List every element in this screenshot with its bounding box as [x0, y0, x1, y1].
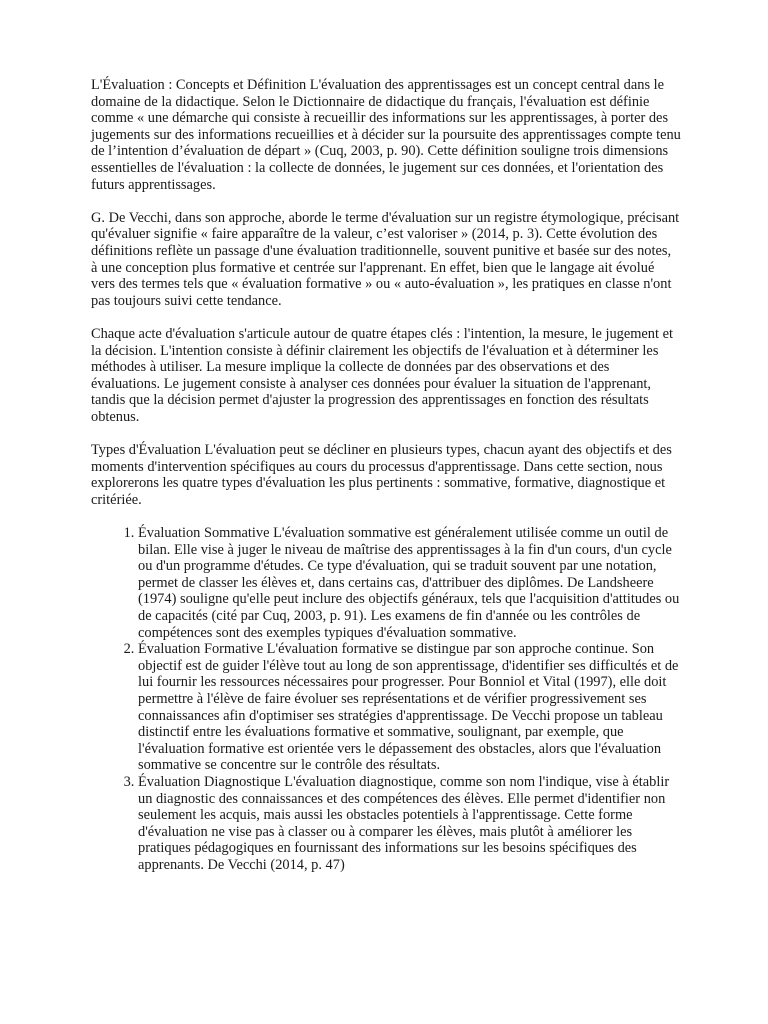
paragraph-four-steps: Chaque acte d'évaluation s'articule autour de quatre étapes clés : l'intention, la mesure, le jugement et la décision. L'intention consiste à définir clairement les objectifs de l'évaluation et à déterminer les méthodes à utiliser. La mesure implique la collecte de données par des observations et des évaluations. Le jugement consiste à analyser ces données pour évaluer la situation de l'apprenant, tandis que la décision permet d'ajuster la progression des apprentissages en fonction des résultats obtenus. [91, 325, 673, 425]
evaluation-types-list [91, 525, 681, 873]
list-item-formative: 2. Évaluation Formative L'évaluation formative se distingue par son approche continue. Son objectif est de guider l'élève tout au long de son apprentissage, d'identifier ses difficultés et de lui fournir les ressources nécessaires pour progresser. Pour Bonniol et Vital (1997), elle doit permettre à l'élève de faire évoluer ses représentations et de vérifier progressivement ses connaissances afin d'optimiser ses stratégies d'apprentissage. De Vecchi propose un tableau distinctif entre les évaluations formative et sommative, soulignant, par exemple, que l'évaluation formative est orientée vers le dépassement des obstacles, alors que l'évaluation sommative se concentre sur le contrôle des résultats. [138, 641, 681, 774]
paragraph-types-intro: Types d'Évaluation L'évaluation peut se décliner en plusieurs types, chacun ayant des objectifs et des moments d'intervention spécifiques au cours du processus d'apprentissage. Dans cette section, nous explorerons les quatre types d'évaluation les plus pertinents : sommative, formative, diagnostique et critériée. [91, 442, 672, 508]
document-page [91, 77, 681, 874]
paragraph-definition: L'Évaluation : Concepts et Définition L'évaluation des apprentissages est un concept central dans le domaine de la didactique. Selon le Dictionnaire de didactique du français, l'évaluation est définie comme « une démarche qui consiste à recueillir des informations sur les apprentissages, à porter des jugements sur des informations recueillies et à décider sur la poursuite des apprentissages compte tenu de l’intention d’évaluation de départ » (Cuq, 2003, p. 90). Cette définition souligne trois dimensions essentielles de l'évaluation : la collecte de données, le jugement sur ces données, et l'orientation des futurs apprentissages. [91, 77, 681, 193]
list-item-sommative: 1. Évaluation Sommative L'évaluation sommative est généralement utilisée comme un outil de bilan. Elle vise à juger le niveau de maîtrise des apprentissages à la fin d'un cours, d'un cycle ou d'un programme d'études. Ce type d'évaluation, qui se traduit souvent par une notation, permet de classer les élèves et, dans certains cas, d'attribuer des diplômes. De Landsheere (1974) souligne qu'elle peut inclure des objectifs généraux, tels que l'acquisition d'attitudes ou de capacités (cité par Cuq, 2003, p. 91). Les examens de fin d'année ou les contrôles de compétences sont des exemples typiques d'évaluation sommative. [138, 525, 681, 641]
paragraph-de-vecchi: G. De Vecchi, dans son approche, aborde le terme d'évaluation sur un registre étymologique, précisant qu'évaluer signifie « faire apparaître de la valeur, c’est valoriser » (2014, p. 3). Cette évolution des définitions reflète un passage d'une évaluation traditionnelle, souvent punitive et basée sur des notes, à une conception plus formative et centrée sur l'apprenant. En effet, bien que le langage ait évolué vers des termes tels que « évaluation formative » ou « auto-évaluation », les pratiques en classe n'ont pas toujours suivi cette tendance. [91, 209, 680, 309]
list-item-diagnostique: 3. Évaluation Diagnostique L'évaluation diagnostique, comme son nom l'indique, vise à établir un diagnostic des connaissances et des compétences des élèves. Elle permet d'identifier non seulement les acquis, mais aussi les obstacles potentiels à l'apprentissage. Cette forme d'évaluation ne vise pas à classer ou à comparer les élèves, mais plutôt à améliorer les pratiques pédagogiques en fournissant des informations sur les besoins spécifiques des apprenants. De Vecchi (2014, p. 47) [138, 774, 681, 874]
